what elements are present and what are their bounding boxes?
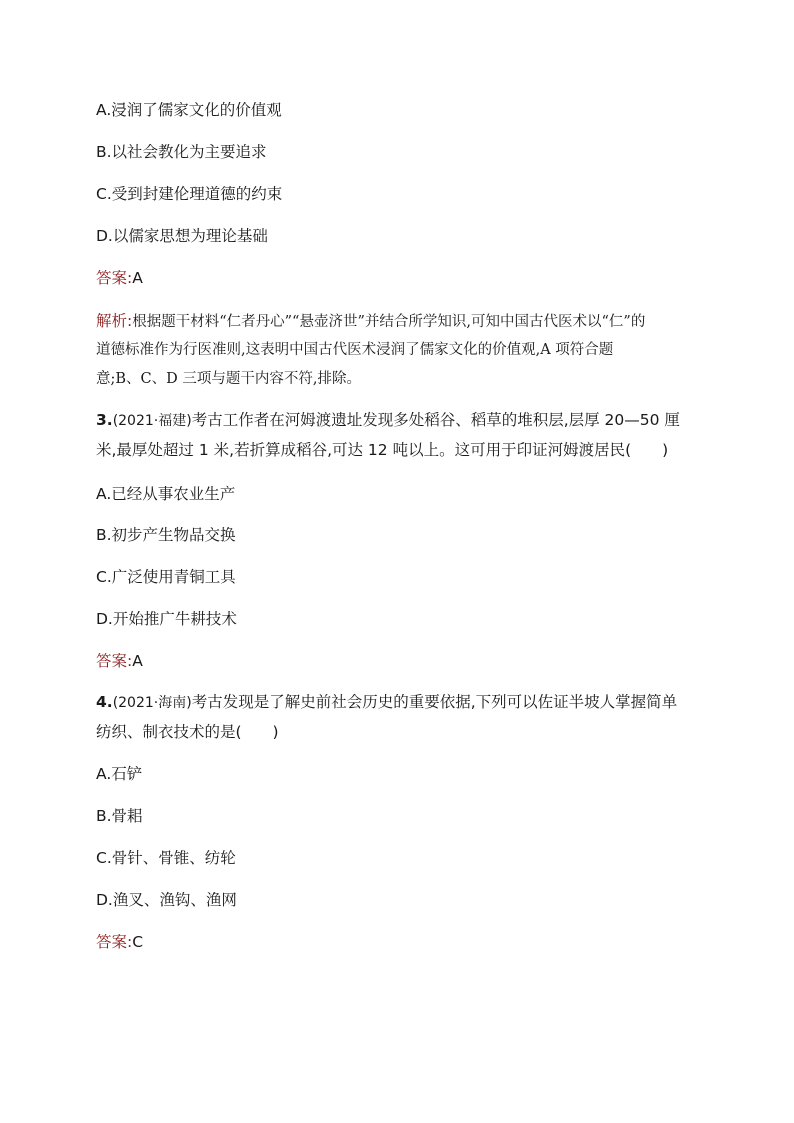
q4-stem-text-1: 考古发现是了解史前社会历史的重要依据,下列可以佐证半坡人掌握简单: [191, 693, 678, 711]
q4-answer: [96, 932, 143, 952]
q2-analysis-line-3: 意;B、C、D 三项与题干内容不符,排除。: [96, 371, 361, 387]
q3-option-c: C.广泛使用青铜工具: [96, 568, 236, 586]
q3-answer-label: 答案:: [96, 652, 133, 670]
q4-option-b: B.骨耜: [96, 807, 143, 825]
q2-analysis-label: 解析:: [96, 312, 133, 330]
q4-number: 4.: [96, 693, 113, 711]
q2-answer-value: A: [132, 269, 143, 287]
q3-stem-line-2: 米,最厚处超过 1 米,若折算成稻谷,可达 12 吨以上。这可用于印证河姆渡居民( ): [96, 441, 669, 459]
q4-stem-line-1: [96, 692, 677, 713]
q2-analysis-line-1: [96, 311, 645, 332]
q3-stem-text-1: 考古工作者在河姆渡遗址发现多处稻谷、稻草的堆积层,层厚 20—50 厘: [191, 411, 680, 429]
q4-source: (2021·海南): [112, 695, 192, 711]
q2-answer: [96, 268, 143, 288]
q3-number: 3.: [96, 411, 113, 429]
q4-answer-value: C: [132, 933, 144, 951]
q4-stem-line-2: 纺织、制衣技术的是( ): [96, 723, 279, 741]
q4-answer-label: 答案:: [96, 933, 133, 951]
q3-stem-line-1: [96, 410, 680, 431]
q3-option-b: B.初步产生物品交换: [96, 526, 236, 544]
q2-analysis-line-2: 道德标准作为行医准则,这表明中国古代医术浸润了儒家文化的价值观,A 项符合题: [96, 342, 614, 358]
q4-option-a: A.石铲: [96, 765, 143, 783]
q2-option-a: A.浸润了儒家文化的价值观: [96, 101, 282, 119]
q2-analysis-text-1: 根据题干材料“仁者丹心”“悬壶济世”并结合所学知识,可知中国古代医术以“仁”的: [132, 314, 646, 330]
q2-option-b: B.以社会教化为主要追求: [96, 143, 267, 161]
q3-answer-value: A: [132, 652, 143, 670]
q2-answer-label: 答案:: [96, 269, 133, 287]
q3-option-a: A.已经从事农业生产: [96, 485, 236, 503]
q4-option-c: C.骨针、骨锥、纺轮: [96, 849, 236, 867]
q3-answer: [96, 651, 143, 671]
q2-option-d: D.以儒家思想为理论基础: [96, 227, 268, 245]
q4-option-d: D.渔叉、渔钩、渔网: [96, 891, 237, 909]
q3-option-d: D.开始推广牛耕技术: [96, 610, 237, 628]
q2-option-c: C.受到封建伦理道德的约束: [96, 185, 283, 203]
q3-source: (2021·福建): [112, 413, 192, 429]
